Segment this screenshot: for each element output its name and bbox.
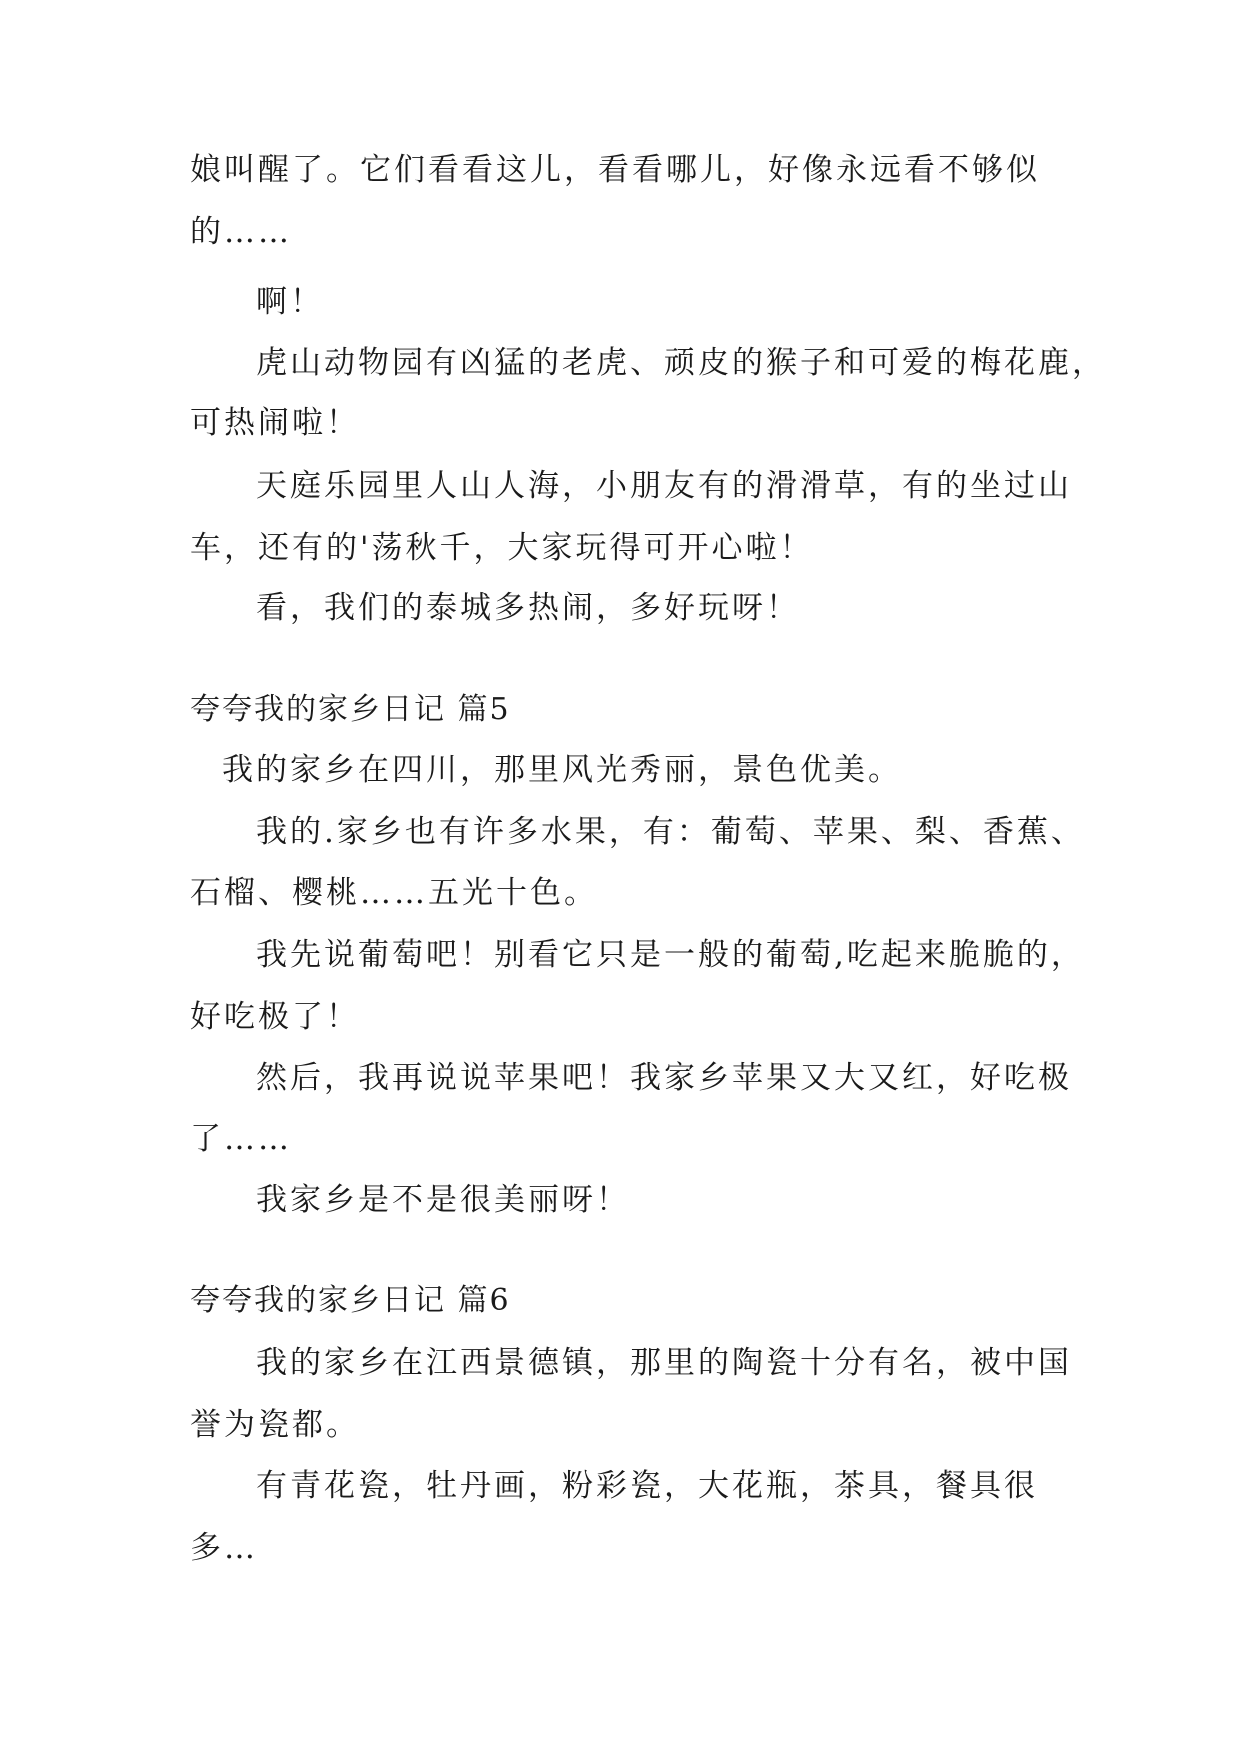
paragraph-line: 了…… [190, 1121, 292, 1157]
paragraph-line: 我先说葡萄吧！别看它只是一般的葡萄,吃起来脆脆的， [256, 937, 1085, 973]
paragraph-line: 有青花瓷，牡丹画，粉彩瓷，大花瓶，茶具，餐具很 [256, 1468, 1038, 1504]
paragraph-line: 天庭乐园里人山人海，小朋友有的滑滑草，有的坐过山 [256, 468, 1072, 504]
paragraph-line: 我家乡是不是很美丽呀！ [256, 1182, 630, 1218]
paragraph-line: 娘叫醒了。它们看看这儿，看看哪儿，好像永远看不够似 [190, 152, 1040, 188]
paragraph-line: 誉为瓷都。 [190, 1407, 360, 1443]
section-heading: 夸夸我的家乡日记 篇6 [190, 1283, 511, 1318]
paragraph-line: 我的.家乡也有许多水果，有：葡萄、苹果、梨、香蕉、 [256, 814, 1085, 850]
paragraph-line: 看，我们的泰城多热闹，多好玩呀！ [256, 590, 800, 626]
paragraph-line: 的…… [190, 214, 292, 250]
paragraph-line: 石榴、樱桃……五光十色。 [190, 875, 598, 911]
paragraph-line: 车，还有的'荡秋千，大家玩得可开心啦！ [190, 530, 814, 566]
paragraph-line: 然后，我再说说苹果吧！我家乡苹果又大又红，好吃极 [256, 1060, 1072, 1096]
paragraph-line: 多… [190, 1530, 258, 1566]
paragraph-line: 啊！ [256, 284, 324, 320]
paragraph-line: 可热闹啦！ [190, 405, 360, 441]
paragraph-line: 我的家乡在江西景德镇，那里的陶瓷十分有名，被中国 [256, 1345, 1072, 1381]
section-heading: 夸夸我的家乡日记 篇5 [190, 692, 511, 727]
paragraph-line: 我的家乡在四川，那里风光秀丽，景色优美。 [222, 752, 902, 788]
paragraph-line: 好吃极了！ [190, 999, 360, 1035]
paragraph-line: 虎山动物园有凶猛的老虎、顽皮的猴子和可爱的梅花鹿， [256, 345, 1106, 381]
